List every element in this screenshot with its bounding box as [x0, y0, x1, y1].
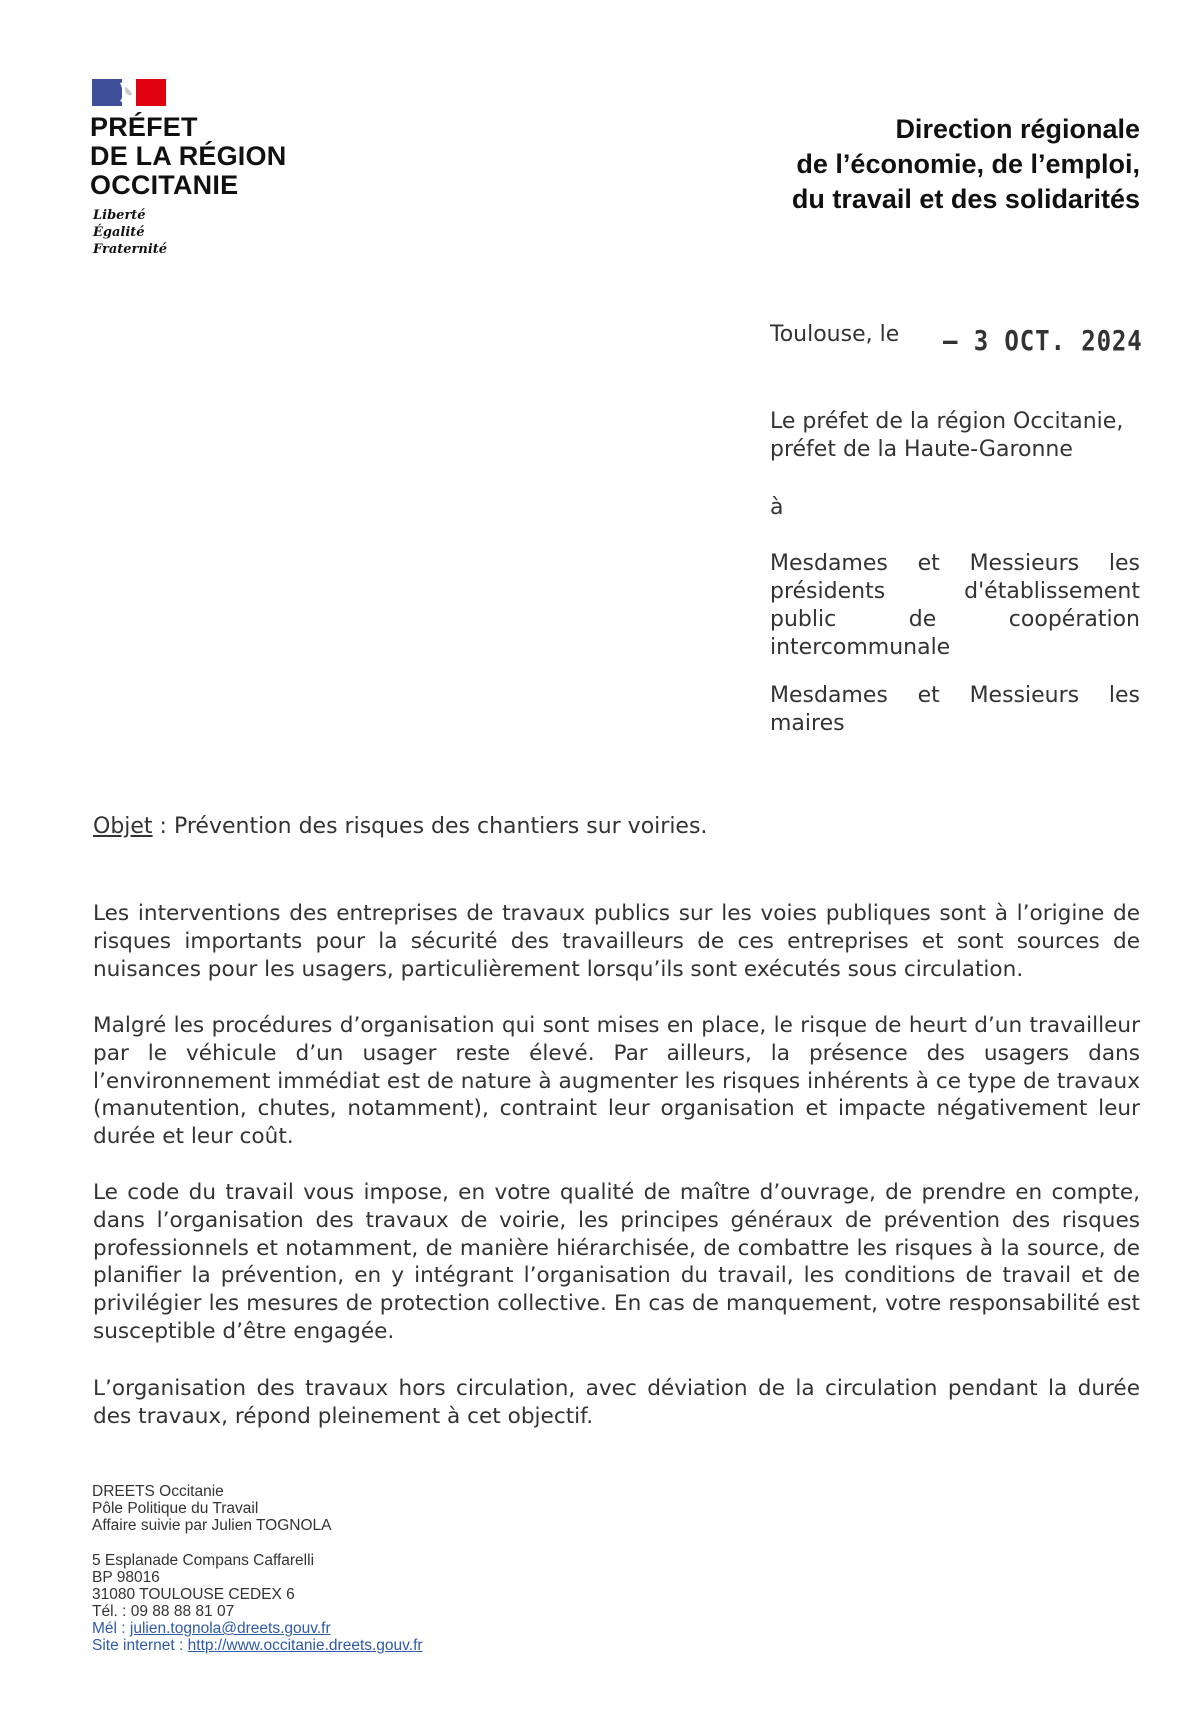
recipient-line: Mesdames et Messieurs les — [770, 551, 1140, 576]
recipient-line: public de coopération — [770, 607, 1140, 632]
footer-org: DREETS Occitanie — [92, 1483, 224, 1500]
footer-mail-row — [92, 1620, 423, 1637]
motto-line: Fraternité — [93, 242, 168, 257]
footer-mail-link[interactable]: julien.tognola@dreets.gouv.fr — [129, 1620, 331, 1637]
recipient-line: intercommunale — [770, 635, 951, 660]
recipient-line: maires — [770, 711, 845, 736]
footer-contact: Affaire suivie par Julien TOGNOLA — [92, 1517, 332, 1534]
logo-line: PRÉFET — [90, 112, 198, 142]
motto-line: Égalité — [93, 225, 145, 240]
footer-site-link[interactable]: http://www.occitanie.dreets.gouv.fr — [187, 1637, 423, 1654]
marianne-flag-icon — [92, 79, 166, 106]
footer-site-label: Site internet : — [92, 1637, 188, 1654]
sender-block — [770, 408, 1140, 464]
footer-phone: Tél. : 09 88 88 81 07 — [92, 1603, 235, 1620]
object-separator: : — [152, 814, 174, 839]
footer-service — [92, 1483, 332, 1534]
footer-mail-label: Mél : — [92, 1620, 130, 1637]
prefet-logo-text — [90, 113, 286, 200]
footer-address-line: 31080 TOULOUSE CEDEX 6 — [92, 1586, 295, 1603]
recipient-line: Mesdames et Messieurs les — [770, 683, 1140, 708]
date-place: Toulouse, le — [770, 322, 900, 347]
sender-line: Le préfet de la région Occitanie, — [770, 409, 1124, 434]
object-line — [93, 814, 707, 839]
body-paragraph: Le code du travail vous impose, en votre qualité de maître d’ouvrage, de prendre en compte, dans l’organisation des travaux de voirie, les principes généraux de prévention des risques professionnels et notamment, de manière hiérarchisée, de combattre les risques à la source, de planifier la prévention, en y intégrant l’organisation du travail, les conditions de travail et de privilégier les mesures de protection collective. En cas de manquement, votre responsabilité est susceptible d’être engagée. — [93, 1180, 1140, 1344]
footer-address — [92, 1552, 423, 1654]
republic-motto — [93, 207, 167, 258]
date-stamp: – 3 OCT. 2024 — [943, 324, 1143, 357]
recipient-block-epci — [770, 550, 1140, 662]
direction-line: Direction régionale — [895, 114, 1140, 144]
footer-address-line: BP 98016 — [92, 1569, 160, 1586]
recipient-line: présidents d'établissement — [770, 579, 1140, 604]
sender-line: préfet de la Haute-Garonne — [770, 437, 1073, 462]
footer-pole: Pôle Politique du Travail — [92, 1500, 259, 1517]
object-text: Prévention des risques des chantiers sur voiries. — [173, 814, 708, 839]
logo-line: DE LA RÉGION — [90, 141, 287, 171]
body-paragraph: L’organisation des travaux hors circulation, avec déviation de la circulation pendant la durée des travaux, répond pleinement à cet objectif. — [93, 1376, 1140, 1429]
footer-site-row — [92, 1637, 423, 1654]
direction-title — [792, 112, 1140, 217]
direction-line: de l’économie, de l’emploi, — [796, 149, 1140, 179]
direction-line: du travail et des solidarités — [791, 184, 1140, 214]
body-paragraph: Malgré les procédures d’organisation qui sont mises en place, le risque de heurt d’un travailleur par le véhicule d’un usager reste élevé. Par ailleurs, la présence des usagers dans l’environnement immédiat est de nature à augmenter les risques inhérents à ce type de travaux (manutention, chutes, notamment), contraint leur organisation et impacte négativement leur durée et leur coût. — [93, 1013, 1140, 1150]
motto-line: Liberté — [93, 208, 146, 223]
recipient-block-mayors — [770, 682, 1140, 738]
object-label: Objet — [93, 814, 153, 839]
to-word: à — [770, 495, 784, 520]
body-paragraph: Les interventions des entreprises de travaux publics sur les voies publiques sont à l’origine de risques importants pour la sécurité des travailleurs de ces entreprises et sont sources de nuisances pour les usagers, particulièrement lorsqu’ils sont exécutés sous circulation. — [93, 901, 1140, 982]
logo-line: OCCITANIE — [90, 170, 239, 200]
footer-address-line: 5 Esplanade Compans Caffarelli — [92, 1552, 315, 1569]
